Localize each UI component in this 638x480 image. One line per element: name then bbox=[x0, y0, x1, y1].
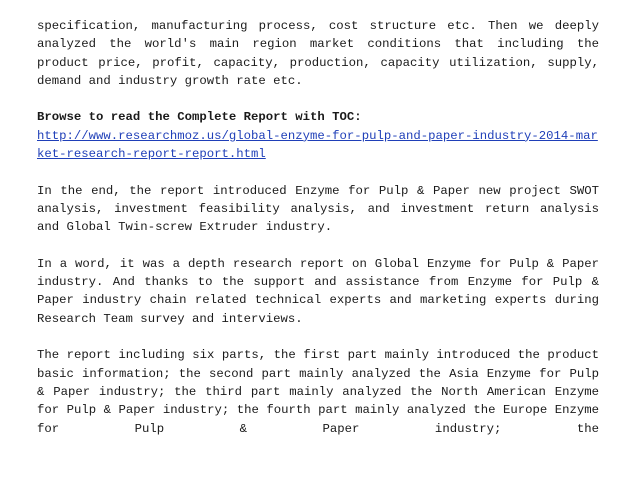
paragraph-swot: In the end, the report introduced Enzyme for Pulp & Paper new project SWOT analysis, investment feasibility analysis, and investment return analysis and Global Twin-screw Extruder industry. bbox=[37, 183, 599, 235]
toc-heading: Browse to read the Complete Report with TOC: bbox=[37, 110, 362, 125]
document-page bbox=[37, 17, 599, 456]
paragraph-in-a-word: In a word, it was a depth research report on Global Enzyme for Pulp & Paper industry. And thanks to the support and assistance from Enzyme for Pulp & Paper industry chain related technical experts and marketing experts during Research Team survey and interviews. bbox=[37, 256, 599, 326]
toc-block bbox=[37, 108, 599, 163]
paragraph-specification: specification, manufacturing process, cost structure etc. Then we deeply analyzed the world's main region market conditions that including the product price, profit, capacity, production, capacity utilization, supply, demand and industry growth rate etc. bbox=[37, 19, 599, 88]
report-link[interactable]: http://www.researchmoz.us/global-enzyme-for-pulp-and-paper-industry-2014-market-research-report-report.html bbox=[37, 128, 598, 162]
paragraph-six-parts: The report including six parts, the first part mainly introduced the product basic information; the second part mainly analyzed the Asia Enzyme for Pulp & Paper industry; the third part mainly analyzed the North American Enzyme for Pulp & Paper industry; the fourth part mainly analyzed the Europe Enzyme for Pulp & Paper industry; the bbox=[37, 348, 599, 436]
